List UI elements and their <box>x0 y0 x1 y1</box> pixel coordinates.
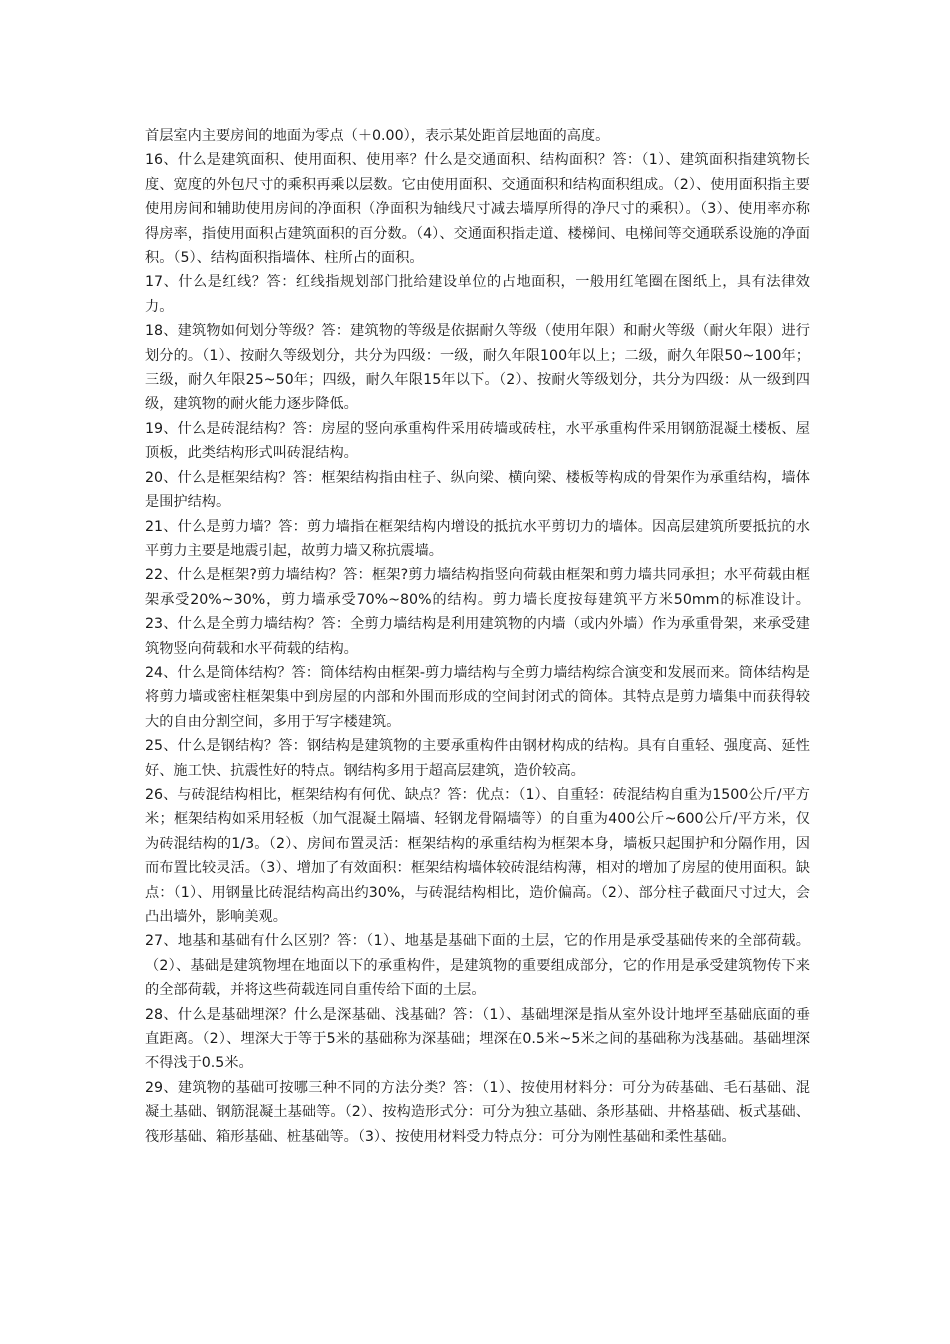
paragraph-q24: 24、什么是筒体结构？答：筒体结构由框架-剪力墙结构与全剪力墙结构综合演变和发展而来。筒体结构是将剪力墙或密柱框架集中到房屋的内部和外围而形成的空间封闭式的筒体。其特点是剪力墙集中而获得较大的自由分割空间，多用于写字楼建筑。 <box>145 664 810 730</box>
document-body <box>145 124 810 1149</box>
paragraph-q22-q23: 22、什么是框架?剪力墙结构？答：框架?剪力墙结构指竖向荷载由框架和剪力墙共同承担；水平荷载由框架承受20%~30%，剪力墙承受70%~80%的结构。剪力墙长度按每建筑平方米50mm的标准设计。23、什么是全剪力墙结构？答：全剪力墙结构是利用建筑物的内墙（或内外墙）作为承重骨架，来承受建筑物竖向荷载和水平荷载的结构。 <box>145 567 810 657</box>
paragraph-intro: 首层室内主要房间的地面为零点（＋0.00），表示某处距首层地面的高度。 <box>145 128 610 144</box>
paragraph-q25: 25、什么是钢结构？答：钢结构是建筑物的主要承重构件由钢材构成的结构。具有自重轻、强度高、延性好、施工快、抗震性好的特点。钢结构多用于超高层建筑，造价较高。 <box>145 738 810 779</box>
paragraph-q29: 29、建筑物的基础可按哪三种不同的方法分类？答：（1）、按使用材料分：可分为砖基础、毛石基础、混凝土基础、钢筋混凝土基础等。（2）、按构造形式分：可分为独立基础、条形基础、井格基础、板式基础、筏形基础、箱形基础、桩基础等。（3）、按使用材料受力特点分：可分为刚性基础和柔性基础。 <box>145 1079 810 1145</box>
paragraph-q26: 26、与砖混结构相比，框架结构有何优、缺点？答：优点：（1）、自重轻：砖混结构自重为1500公斤/平方米；框架结构如采用轻板（加气混凝土隔墙、轻钢龙骨隔墙等）的自重为400公斤~600公斤/平方米，仅为砖混结构的1/3。（2）、房间布置灵活：框架结构的承重结构为框架本身，墙板只起围护和分隔作用，因而布置比较灵活。（3）、增加了有效面积：框架结构墙体较砖混结构薄，相对的增加了房屋的使用面积。缺点：（1）、用钢量比砖混结构高出约30%，与砖混结构相比，造价偏高。（2）、部分柱子截面尺寸过大，会凸出墙外，影响美观。 <box>145 786 810 925</box>
paragraph-q19: 19、什么是砖混结构？答：房屋的竖向承重构件采用砖墙或砖柱，水平承重构件采用钢筋混凝土楼板、屋顶板，此类结构形式叫砖混结构。 <box>145 420 810 462</box>
paragraph-q27: 27、地基和基础有什么区别？答：（1）、地基是基础下面的土层，它的作用是承受基础传来的全部荷载。（2）、基础是建筑物埋在地面以下的承重构件，是建筑物的重要组成部分，它的作用是承受建筑物传下来的全部荷载，并将这些荷载连同自重传给下面的土层。 <box>145 933 810 999</box>
paragraph-q16: 16、什么是建筑面积、使用面积、使用率？什么是交通面积、结构面积？答：（1）、建筑面积指建筑物长度、宽度的外包尺寸的乘积再乘以层数。它由使用面积、交通面积和结构面积组成。（2）、使用面积指主要使用房间和辅助使用房间的净面积（净面积为轴线尺寸减去墙厚所得的净尺寸的乘积）。（3）、使用率亦称得房率，指使用面积占建筑面积的百分数。（4）、交通面积指走道、楼梯间、电梯间等交通联系设施的净面积。（5）、结构面积指墙体、柱所占的面积。 <box>145 152 810 267</box>
paragraph-q17: 17、什么是红线？答：红线指规划部门批给建设单位的占地面积，一般用红笔圈在图纸上，具有法律效力。 <box>145 274 810 315</box>
paragraph-q18: 18、建筑物如何划分等级？答：建筑物的等级是依据耐久等级（使用年限）和耐火等级（耐火年限）进行划分的。（1）、按耐久等级划分，共分为四级：一级，耐久年限100年以上；二级，耐久年限50~100年；三级，耐久年限25~50年；四级，耐久年限15年以下。（2）、按耐火等级划分，共分为四级：从一级到四级，建筑物的耐火能力逐步降低。 <box>145 323 810 413</box>
paragraph-q28: 28、什么是基础埋深？什么是深基础、浅基础？答：（1）、基础埋深是指从室外设计地坪至基础底面的垂直距离。（2）、埋深大于等于5米的基础称为深基础；埋深在0.5米~5米之间的基础称为浅基础。基础埋深不得浅于0.5米。 <box>145 1006 810 1072</box>
paragraph-q20: 20、什么是框架结构？答：框架结构指由柱子、纵向梁、横向梁、楼板等构成的骨架作为承重结构，墙体是围护结构。 <box>145 469 810 511</box>
paragraph-q21: 21、什么是剪力墙？答：剪力墙指在框架结构内增设的抵抗水平剪切力的墙体。因高层建筑所要抵抗的水平剪力主要是地震引起，故剪力墙又称抗震墙。 <box>145 518 810 559</box>
